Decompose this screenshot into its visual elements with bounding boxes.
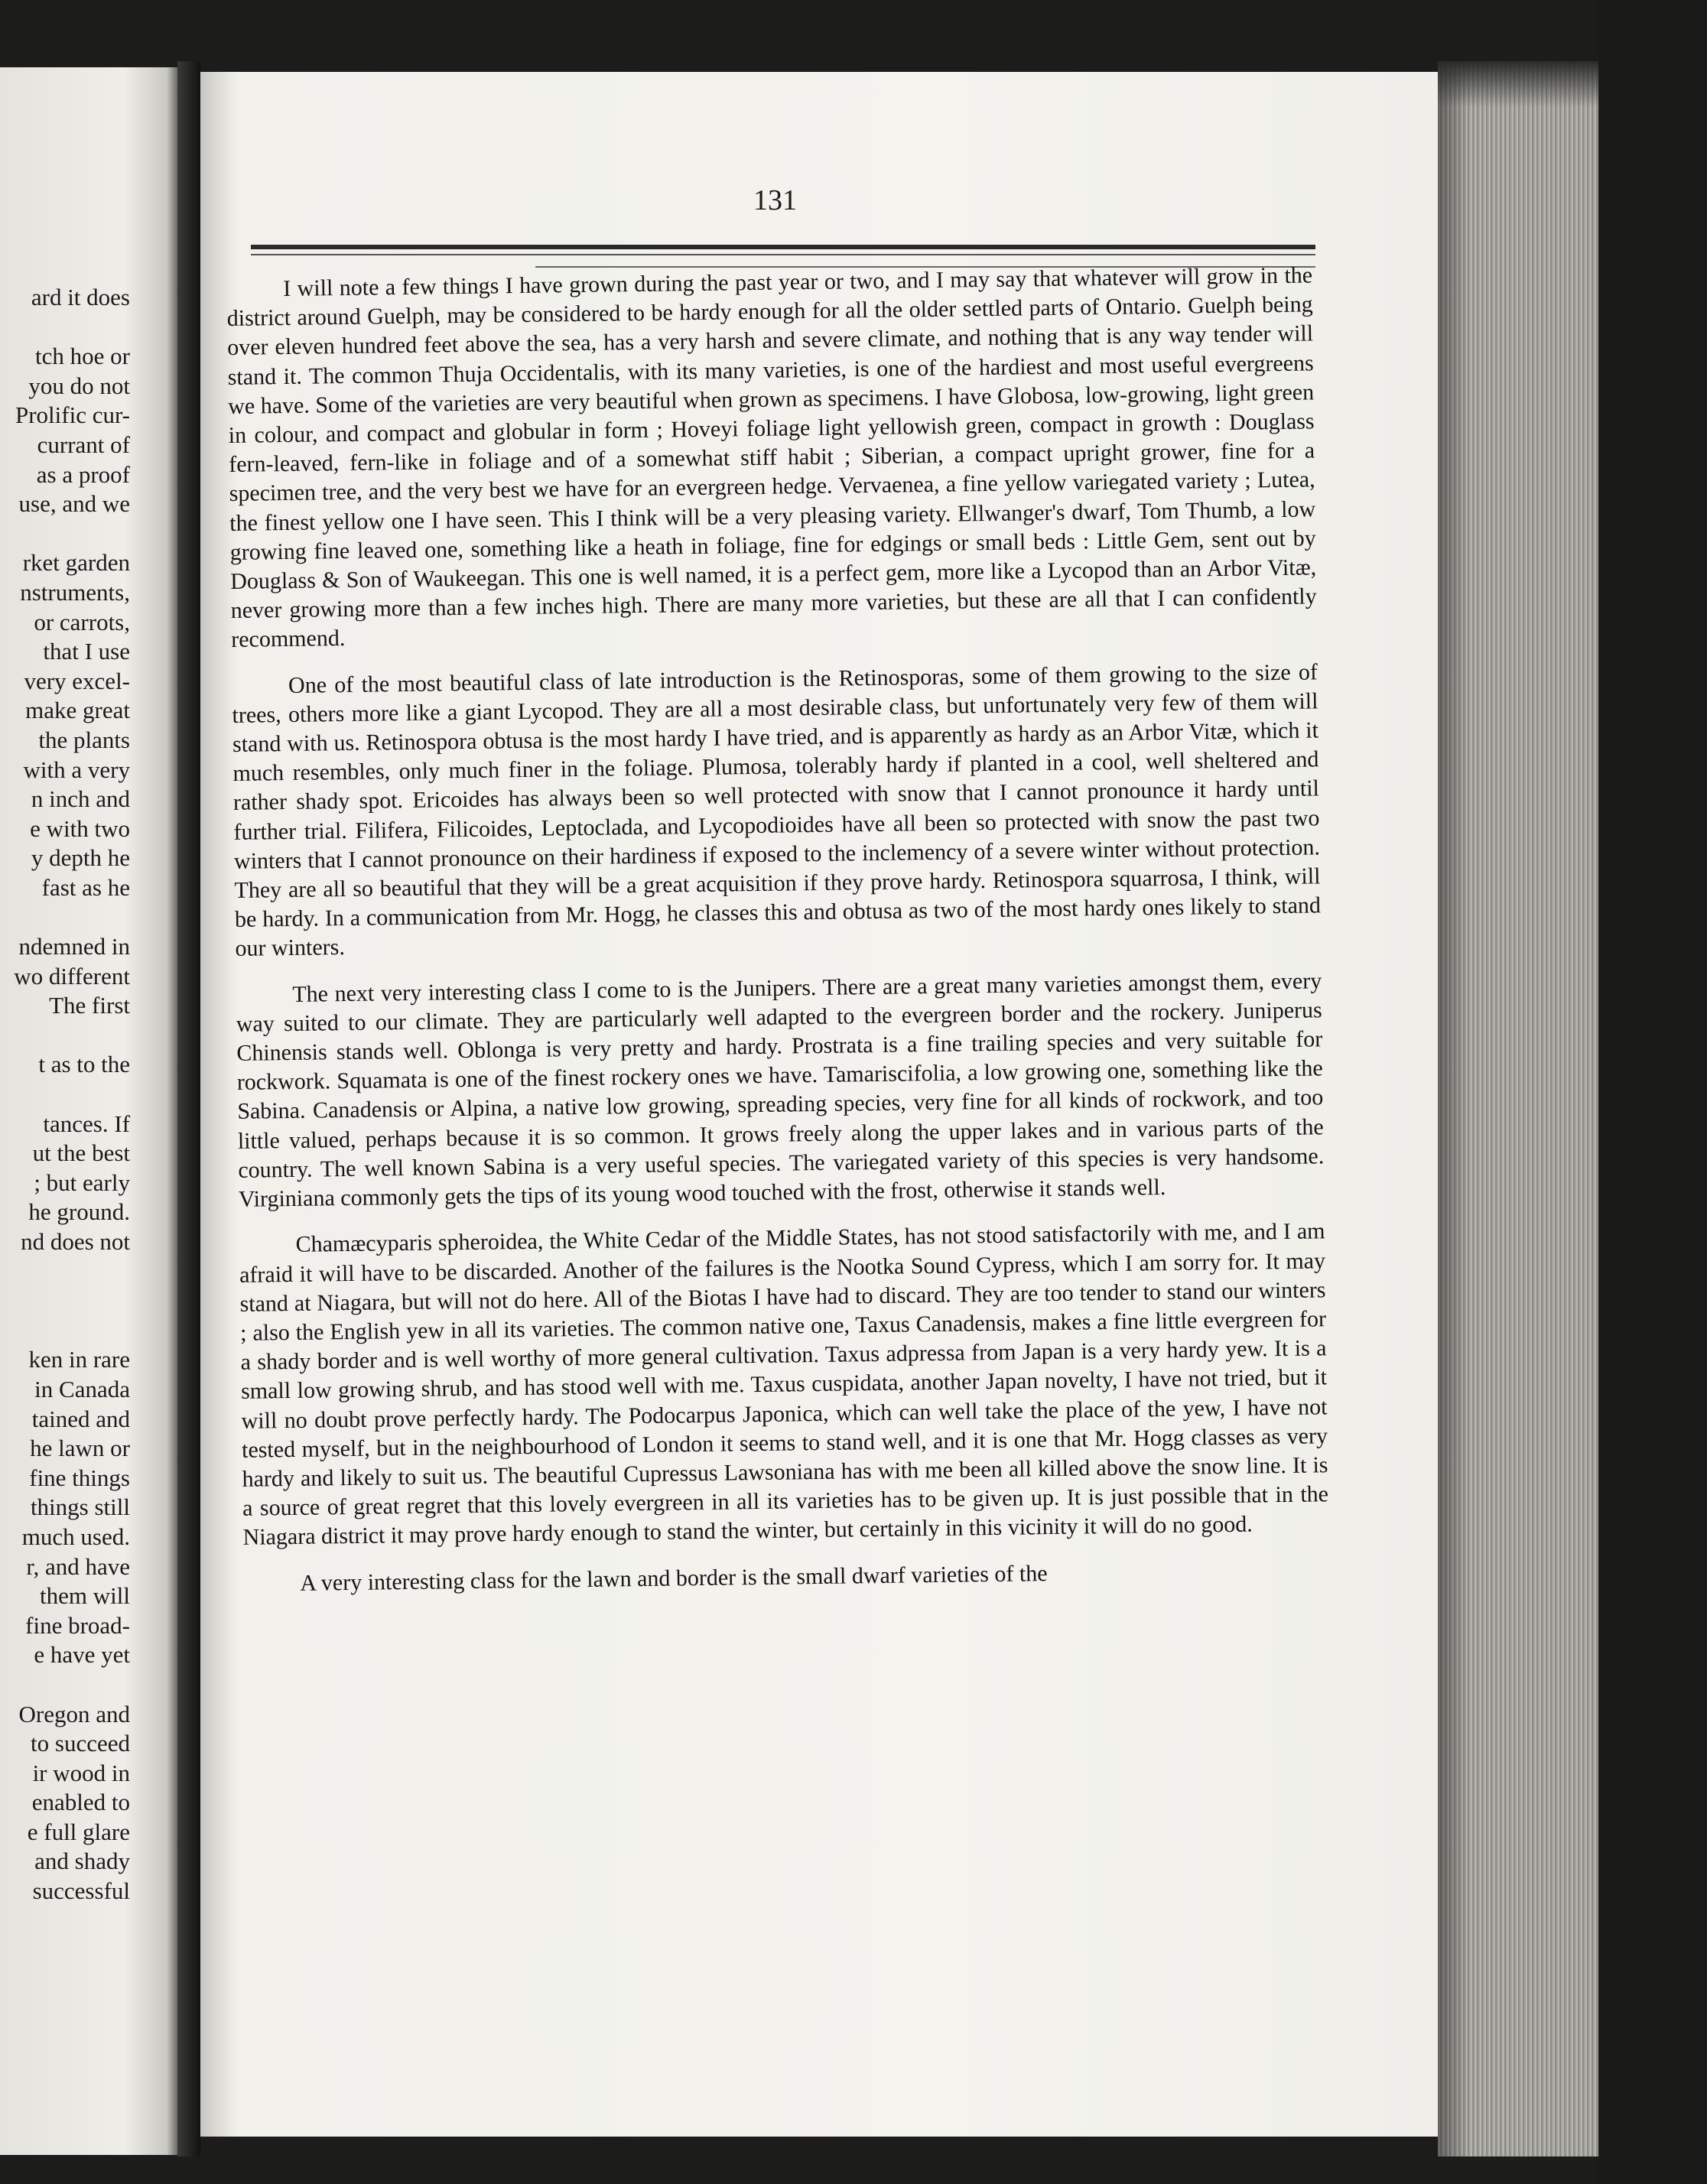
previous-page-line: successful <box>32 1877 130 1905</box>
previous-page-line: y depth he <box>31 844 130 872</box>
paragraph-dwarf-varieties: A very interesting class for the lawn and border is the small dwarf varieties of the <box>300 1560 1048 1596</box>
previous-page-line: tch hoe or <box>35 343 130 370</box>
previous-page-line: and shady <box>34 1848 130 1875</box>
previous-page-line: e have yet <box>34 1641 130 1669</box>
previous-page-line: n inch and <box>31 785 130 813</box>
previous-page-line: use, and we <box>18 490 130 518</box>
previous-page-line <box>14 1316 130 1346</box>
previous-page-line <box>14 1021 130 1051</box>
previous-page <box>0 67 177 2155</box>
previous-page-line: tained and <box>31 1405 130 1432</box>
previous-page-line: with a very <box>23 756 130 783</box>
previous-page-line <box>14 313 130 343</box>
previous-page-line: ken in rare <box>28 1346 130 1373</box>
previous-page-line <box>14 902 130 932</box>
previous-page-line <box>14 1670 130 1700</box>
previous-page-line: enabled to <box>31 1789 130 1816</box>
previous-page-line: make great <box>25 697 130 724</box>
previous-page-line: or carrots, <box>34 608 130 635</box>
previous-page-line: ard it does <box>31 284 130 310</box>
scan-border-right <box>1598 0 1707 2184</box>
previous-page-line: ; but early <box>34 1168 130 1196</box>
previous-page-line: nstruments, <box>20 578 130 606</box>
previous-page-line: fine broad- <box>25 1611 130 1639</box>
previous-page-line <box>14 519 130 549</box>
previous-page-line: you do not <box>28 372 130 399</box>
previous-page-line: very excel- <box>24 667 130 694</box>
previous-page-line: r, and have <box>26 1552 130 1580</box>
previous-page-line: nd does not <box>21 1228 130 1255</box>
previous-page-line: t as to the <box>38 1051 130 1078</box>
previous-page-line: in Canada <box>34 1375 130 1402</box>
previous-page-line: rket garden <box>22 549 130 577</box>
previous-page-line: currant of <box>37 431 130 458</box>
header-rule-thin <box>251 254 1315 255</box>
previous-page-line: fine things <box>29 1464 130 1491</box>
previous-page-line: Oregon and <box>18 1700 130 1727</box>
previous-page-line: them will <box>40 1582 130 1610</box>
previous-page-line: things still <box>30 1493 130 1521</box>
previous-page-line: wo different <box>14 962 130 990</box>
previous-page-line: The first <box>49 992 130 1019</box>
previous-page-line: e full glare <box>27 1818 130 1845</box>
previous-page-text <box>14 283 130 1906</box>
previous-page-line: he lawn or <box>30 1435 130 1462</box>
previous-page-line: that I use <box>43 638 130 665</box>
previous-page-line: ir wood in <box>32 1759 130 1786</box>
body-text <box>226 261 1330 1615</box>
page-edge-top-shadow <box>1438 61 1598 107</box>
page-edge-shadow <box>1438 61 1468 2156</box>
paragraph-junipers: The next very interesting class I come to is the Junipers. There are a great many varieties amongst them, every way suited to our climate. They are particularly well adapted to the evergreen border and the rockery. Juniperus Chinensis stands well. Oblonga is very pretty and hardy. Prostrata is a fine trailing species and very suitable for rockwork. Squamata is one of the finest rockery ones we have. Tamariscifolia, a low growing one, something like the Sabina. Canadensis or Alpina, a native low growing, spreading species, very fine for all kinds of rockwork, and too little valued, perhaps because it is so common. It grows freely along the upper lakes and in various parts of the country. The well known Sabina is a very useful species. The variegated variety of this species is very handsome. Virginiana commonly gets the tips of its young wood touched with the frost, otherwise it stands well. <box>236 968 1325 1212</box>
previous-page-line: as a proof <box>36 460 130 488</box>
previous-page-line <box>14 1257 130 1287</box>
previous-page-line: the plants <box>38 726 130 753</box>
paragraph-thuja: I will note a few things I have grown during the past year or two, and I may say that whatever will grow in the district around Guelph, may be considered to be hardy enough for all the older settled parts of Ontario. Guelph being over eleven hundred feet above the sea, has a very harsh and severe climate, and nothing that is any way tender will stand it. The common Thuja Occidentalis, with its many varieties, is one of the hardiest and most useful evergreens we have. Some of the varieties are very beautiful when grown as specimens. I have Globosa, low-growing, light green in colour, and compact and globular in form ; Hoveyi foliage light yellowish green, compact in growth : Douglass fern-leaved, fern-like in foliage and of a somewhat stiff habit ; Siberian, a compact upright grower, fine for a specimen tree, and the very best we have for an evergreen hedge. Vervaenea, a fine yellow variegated variety ; Lutea, the finest yellow one I have seen. This I think will be a very pleasing variety. Ellwanger's dwarf, Tom Thumb, a low growing fine leaved one, something like a heath in foliage, fine for edgings or small beds : Little Gem, sent out by Douglass & Son of Waukeegan. This one is well named, it is a perfect gem, more like a Lycopod than an Arbor Vitæ, never growing more than a few inches high. There are many more varieties, but these are all that I can confidently recommend. <box>226 262 1317 653</box>
previous-page-line: ndemned in <box>18 933 130 960</box>
paragraph-retinosporas: One of the most beautiful class of late introduction is the Retinosporas, some of them growing to the size of trees, others more like a giant Lycopod. They are all a most desirable class, but unfortunately very few of them will stand with us. Retinospora obtusa is the most hardy I have tried, and is apparently as hardy as an Arbor Vitæ, which it much resembles, only much finer in the foliage. Plumosa, tolerably hardy if planted in a cool, well sheltered and rather shady spot. Ericoides has always been so well protected with snow that I cannot pronounce it hardy until further trial. Filifera, Filicoides, Leptoclada, and Lycopodioides have all been so protected with snow the past two winters that I cannot pronounce on their hardiness if exposed to the inclemency of a severe winter without protection. They are all so beautiful that they will be a great acquisition if they prove hardy. Retinospora squarrosa, I think, will be hardy. In a communication from Mr. Hogg, he classes this and obtusa as two of the most hardy ones likely to stand our winters. <box>232 659 1322 962</box>
previous-page-line: ut the best <box>32 1139 130 1167</box>
paragraph-chamaecyparis: Chamæcyparis spheroidea, the White Cedar of the Middle States, has not stood satisfactorily with me, and I am afraid it will have to be discarded. Another of the failures is the Nootka Sound Cypress, which I am sorry for. It may stand at Niagara, but will not do here. All of the Biotas I have had to discard. They are too tender to stand our winters ; also the English yew in all its varieties. The common native one, Taxus Canadensis, makes a fine little evergreen for a shady border and is well worthy of more general cultivation. Taxus adpressa from Japan is a very hardy yew. It is a small low growing shrub, and has stood well with me. Taxus cuspidata, another Japan novelty, I have not tried, but it will no doubt prove perfectly hardy. The Podocarpus Japonica, which can well take the place of the yew, I have not tested myself, but in the neighbourhood of London it seems to stand well, and it is one that Mr. Hogg classes as very hardy and likely to suit us. The beautiful Cupressus Lawsoniana has with me been all killed above the snow line. It is a source of great regret that this lovely evergreen in all its varieties has to be given up. It is just possible that in the Niagara district it may prove hardy enough to stand the winter, but certainly in this vicinity it will do no good. <box>239 1218 1329 1551</box>
previous-page-line <box>14 1080 130 1110</box>
page-number: 131 <box>753 184 797 216</box>
header-rule-thick <box>251 245 1315 249</box>
previous-page-line: much used. <box>21 1523 130 1550</box>
previous-page-line: to succeed <box>31 1730 130 1757</box>
previous-page-line: Prolific cur- <box>15 401 130 429</box>
previous-page-line: he ground. <box>28 1198 130 1226</box>
previous-page-line <box>14 1286 130 1316</box>
previous-page-line: fast as he <box>41 873 130 901</box>
previous-page-line: e with two <box>30 814 130 842</box>
book-gutter <box>177 61 200 2156</box>
previous-page-line: tances. If <box>43 1110 130 1137</box>
